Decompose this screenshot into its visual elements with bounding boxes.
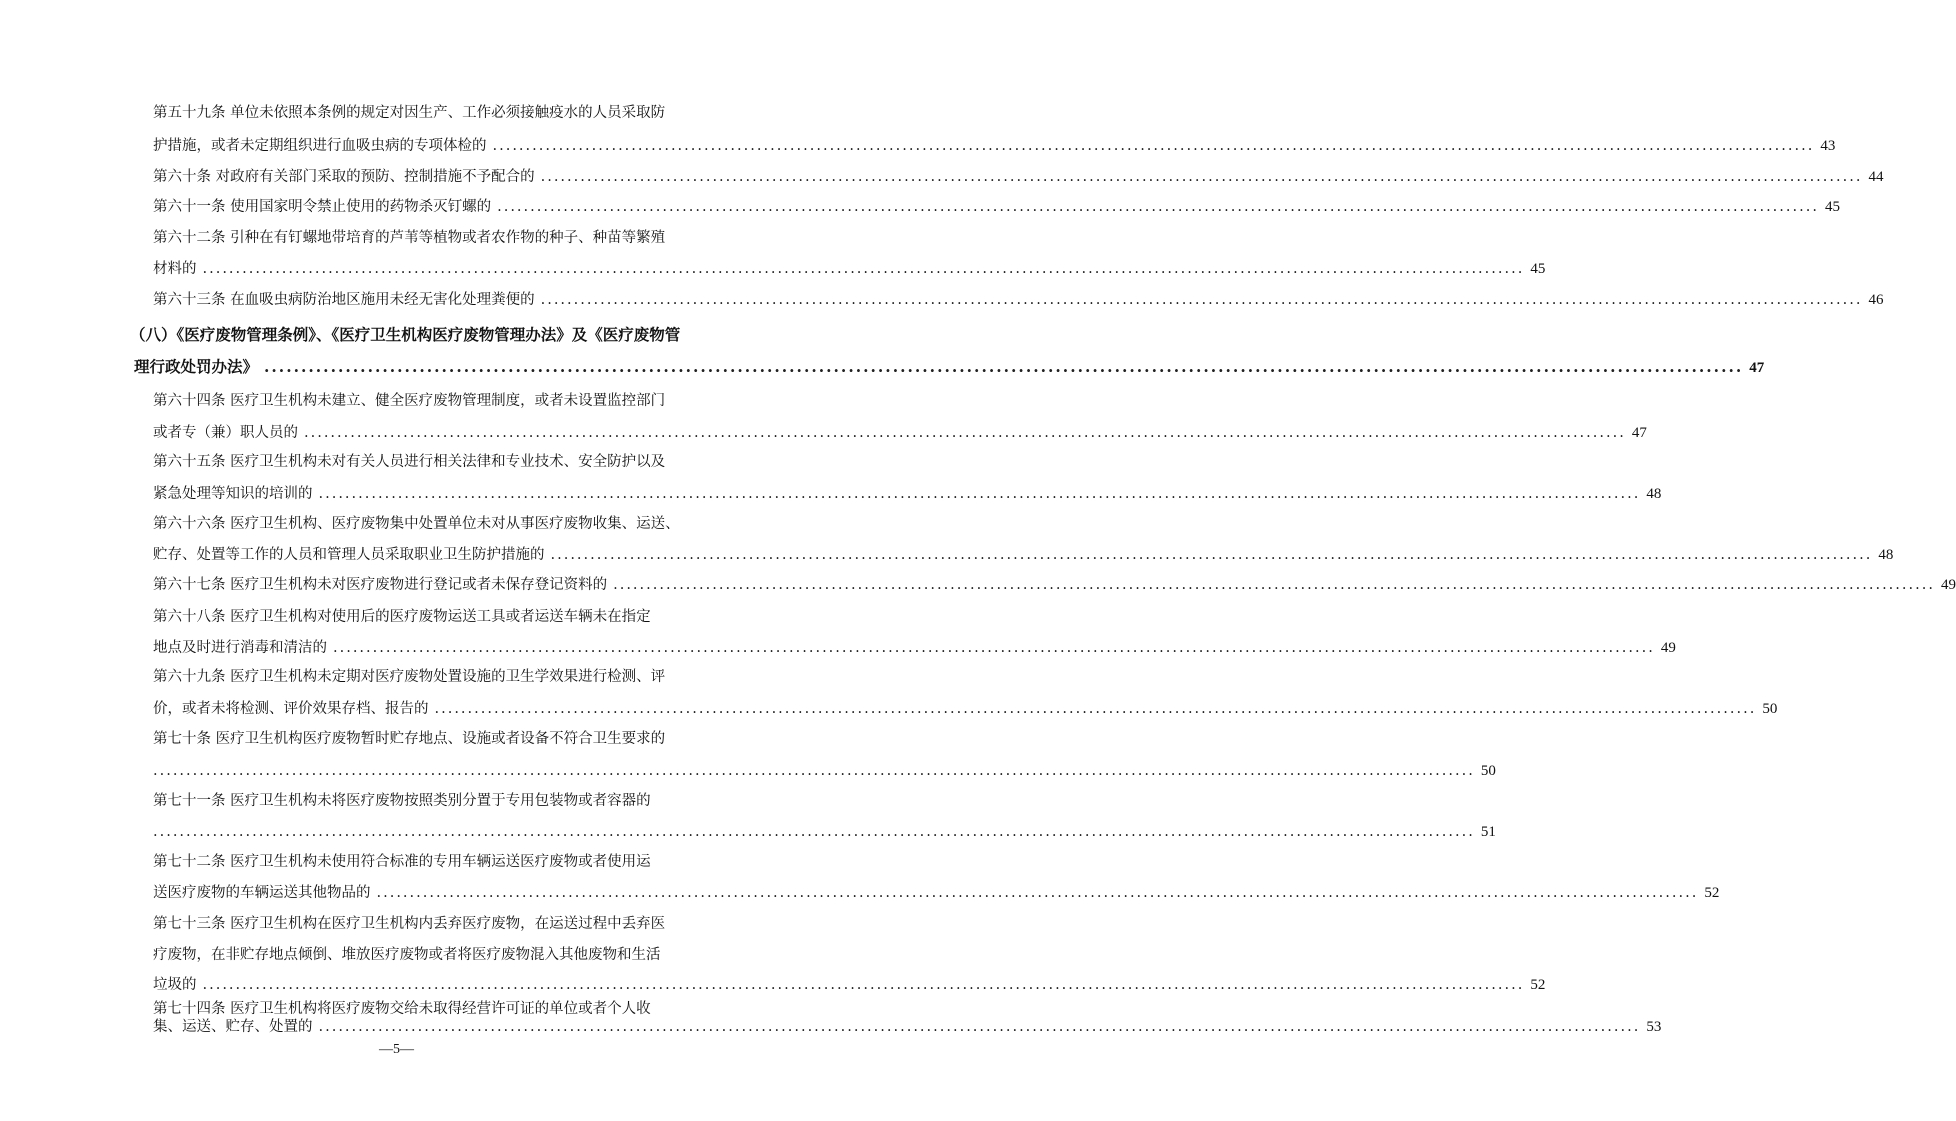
toc-entry-text: 第六十三条 在血吸虫病防治地区施用未经无害化处理粪便的 <box>153 292 535 308</box>
toc-page-number: 45 <box>1824 199 1840 215</box>
toc-entry-text: 第七十三条 医疗卫生机构在医疗卫生机构内丢弃医疗废物，在运送过程中丢弃医 <box>153 916 666 932</box>
toc-page-number: 50 <box>1762 701 1778 717</box>
toc-entry-text: 第六十五条 医疗卫生机构未对有关人员进行相关法律和专业技术、安全防护以及 <box>153 454 666 470</box>
toc-entry-text: 第六十条 对政府有关部门采取的预防、控制措施不予配合的 <box>153 169 535 185</box>
dot-leader: ........................................................................................................................................................................................................ <box>318 486 1641 502</box>
toc-entry-text: 价，或者未将检测、评价效果存档、报告的 <box>153 701 429 717</box>
dot-leader: ........................................................................................................................................................................................................ <box>333 640 1655 656</box>
toc-entry-text: 送医疗废物的车辆运送其他物品的 <box>153 885 371 901</box>
toc-entry-text: 第七十二条 医疗卫生机构未使用符合标准的专用车辆运送医疗废物或者使用运 <box>153 854 651 870</box>
toc-page-number: 49 <box>1660 640 1676 656</box>
toc-entry-text: 第七十一条 医疗卫生机构未将医疗废物按照类别分置于专用包装物或者容器的 <box>153 793 651 809</box>
dot-leader: ........................................................................................................................................................................................................ <box>376 885 1699 901</box>
toc-page-number: 53 <box>1646 1019 1662 1035</box>
toc-page-number: 48 <box>1646 486 1662 502</box>
toc-entry-text: 集、运送、贮存、处置的 <box>153 1019 313 1035</box>
toc-entry-text: 第六十八条 医疗卫生机构对使用后的医疗废物运送工具或者运送车辆未在指定 <box>153 609 651 625</box>
toc-page-number: 52 <box>1530 977 1546 993</box>
toc-entry-text: 疗废物，在非贮存地点倾倒、堆放医疗废物或者将医疗废物混入其他废物和生活 <box>153 947 661 963</box>
toc-entry-text: 第六十六条 医疗卫生机构、医疗废物集中处置单位未对从事医疗废物收集、运送、 <box>153 516 680 532</box>
toc-entry-text: 材料的 <box>153 261 197 277</box>
toc-entry-text: 第六十一条 使用国家明令禁止使用的药物杀灭钉螺的 <box>153 199 492 215</box>
toc-entry-text: 或者专（兼）职人员的 <box>153 425 298 441</box>
toc-entry-text: 第六十七条 医疗卫生机构未对医疗废物进行登记或者未保存登记资料的 <box>153 577 608 593</box>
toc-entry-text: 护措施，或者未定期组织进行血吸虫病的专项体检的 <box>153 138 487 154</box>
toc-page-number: 47 <box>1631 425 1647 441</box>
toc-entry-text: 地点及时进行消毒和清洁的 <box>153 640 327 656</box>
dot-leader: ........................................................................................................................................................................................................ <box>434 701 1757 717</box>
toc-page-number: 44 <box>1868 169 1884 185</box>
dot-leader: ........................................................................................................................................................................................................ <box>613 577 1935 593</box>
toc-entry-text: 紧急处理等知识的培训的 <box>153 486 313 502</box>
dot-leader: ........................................................................................................................................................................................................ <box>497 199 1819 215</box>
toc-page-number: 51 <box>1480 824 1496 840</box>
dot-leader: ........................................................................................................................................................................................................ <box>153 763 1475 779</box>
toc-page-number: 46 <box>1868 292 1884 308</box>
toc-entry-text: 第六十九条 医疗卫生机构未定期对医疗废物处置设施的卫生学效果进行检测、评 <box>153 669 666 685</box>
dot-leader: ........................................................................................................................................................................................................ <box>550 547 1873 563</box>
toc-entry-text: 第五十九条 单位未依照本条例的规定对因生产、工作必须接触疫水的人员采取防 <box>153 105 666 121</box>
toc-page-number: 47 <box>1749 360 1765 376</box>
dot-leader: ........................................................................................................................................................................................................ <box>153 824 1475 840</box>
toc-page-number: 49 <box>1940 577 1956 593</box>
dot-leader: ........................................................................................................................................................................................................ <box>540 292 1863 308</box>
toc-entry-text: 第七十四条 医疗卫生机构将医疗废物交给未取得经营许可证的单位或者个人收 <box>153 1001 651 1017</box>
toc-page-number: 45 <box>1530 261 1546 277</box>
dot-leader: ........................................................................................................................................................................................................ <box>264 357 1744 376</box>
toc-page-number: 50 <box>1480 763 1496 779</box>
dot-leader: ........................................................................................................................................................................................................ <box>202 261 1525 277</box>
toc-page-number: 48 <box>1878 547 1894 563</box>
dot-leader: ........................................................................................................................................................................................................ <box>304 425 1626 441</box>
toc-page-number: 43 <box>1820 138 1836 154</box>
toc-entry-text: 第六十二条 引种在有钉螺地带培育的芦苇等植物或者农作物的种子、种苗等繁殖 <box>153 230 666 246</box>
toc-entry-text: 垃圾的 <box>153 977 197 993</box>
toc-page-number: 52 <box>1704 885 1720 901</box>
toc-section-title: （八）《医疗废物管理条例》、《医疗卫生机构医疗废物管理办法》及《医疗废物管 <box>130 325 681 344</box>
dot-leader: ........................................................................................................................................................................................................ <box>540 169 1863 185</box>
toc-section-title: 理行政处罚办法》 <box>134 357 259 376</box>
dot-leader: ........................................................................................................................................................................................................ <box>318 1019 1641 1035</box>
toc-entry-text: 贮存、处置等工作的人员和管理人员采取职业卫生防护措施的 <box>153 547 545 563</box>
page-number-footer: —5— <box>379 1042 414 1057</box>
toc-entry-text: 第七十条 医疗卫生机构医疗废物暂时贮存地点、设施或者设备不符合卫生要求的 <box>153 731 666 747</box>
dot-leader: ........................................................................................................................................................................................................ <box>202 977 1525 993</box>
dot-leader: ........................................................................................................................................................................................................ <box>492 138 1815 154</box>
toc-entry-text: 第六十四条 医疗卫生机构未建立、健全医疗废物管理制度，或者未设置监控部门 <box>153 393 666 409</box>
